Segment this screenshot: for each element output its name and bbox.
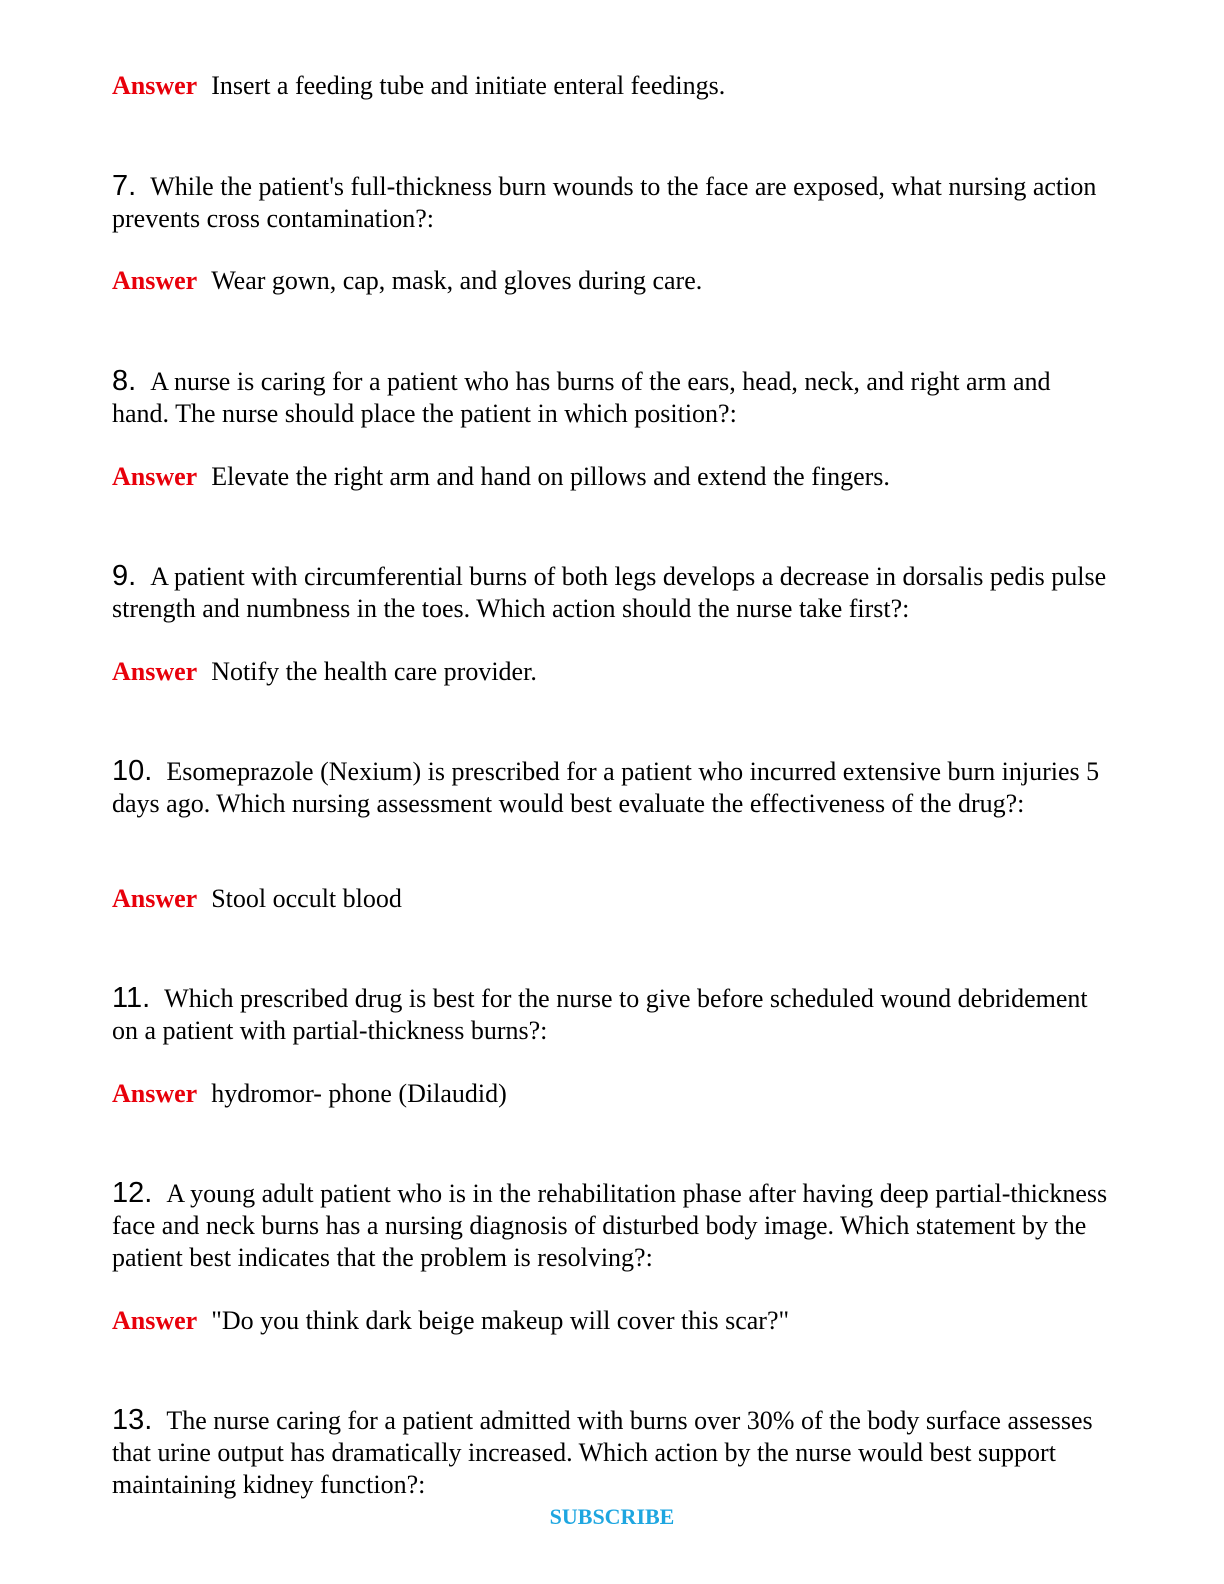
question-text: The nurse caring for a patient admitted with burns over 30% of the body surface assesses that urine output has dramatically increased. Which action by the nurse would best support maintaining kidney function?: — [112, 1406, 1093, 1499]
question-number: 7. — [112, 170, 137, 202]
question-9 — [112, 560, 1112, 625]
answer-label: Answer — [112, 657, 198, 686]
answer-6 — [112, 70, 1112, 102]
question-11 — [112, 982, 1112, 1047]
answer-text: Insert a feeding tube and initiate enteral feedings. — [211, 71, 726, 100]
answer-text: Elevate the right arm and hand on pillows and extend the fingers. — [211, 462, 890, 491]
question-text: A nurse is caring for a patient who has burns of the ears, head, neck, and right arm and hand. The nurse should place the patient in which position?: — [112, 367, 1051, 428]
question-text: Which prescribed drug is best for the nurse to give before scheduled wound debridement on a patient with partial-thickness burns?: — [112, 984, 1088, 1045]
answer-text: hydromor- phone (Dilaudid) — [211, 1079, 507, 1108]
answer-7 — [112, 265, 1112, 297]
question-number: 11. — [112, 982, 151, 1014]
answer-8 — [112, 461, 1112, 493]
question-number: 13. — [112, 1404, 153, 1436]
answer-label: Answer — [112, 1079, 198, 1108]
answer-label: Answer — [112, 884, 198, 913]
answer-10 — [112, 883, 1112, 915]
subscribe-link[interactable]: SUBSCRIBE — [549, 1504, 675, 1529]
question-7 — [112, 170, 1112, 235]
answer-text: Stool occult blood — [211, 884, 402, 913]
question-text: While the patient's full-thickness burn wounds to the face are exposed, what nursing action prevents cross contamination?: — [112, 172, 1097, 233]
answer-text: Wear gown, cap, mask, and gloves during care. — [211, 266, 703, 295]
answer-text: Notify the health care provider. — [211, 657, 537, 686]
answer-label: Answer — [112, 71, 198, 100]
answer-12 — [112, 1305, 1112, 1337]
question-number: 10. — [112, 755, 153, 787]
answer-text: "Do you think dark beige makeup will cover this scar?" — [211, 1306, 790, 1335]
question-text: A young adult patient who is in the rehabilitation phase after having deep partial-thickness face and neck burns has a nursing diagnosis of disturbed body image. Which statement by the patient best indicates that the problem is resolving?: — [112, 1179, 1108, 1272]
question-text: A patient with circumferential burns of both legs develops a decrease in dorsalis pedis pulse strength and numbness in the toes. Which action should the nurse take first?: — [112, 562, 1107, 623]
question-8 — [112, 365, 1112, 430]
answer-11 — [112, 1078, 1112, 1110]
question-12 — [112, 1177, 1112, 1274]
answer-label: Answer — [112, 266, 198, 295]
question-number: 12. — [112, 1177, 153, 1209]
question-text: Esomeprazole (Nexium) is prescribed for a patient who incurred extensive burn injuries 5 days ago. Which nursing assessment would best evaluate the effectiveness of the drug?: — [112, 757, 1100, 818]
question-13 — [112, 1404, 1112, 1501]
question-10 — [112, 755, 1112, 820]
question-number: 9. — [112, 560, 137, 592]
answer-label: Answer — [112, 462, 198, 491]
question-number: 8. — [112, 365, 137, 397]
answer-9 — [112, 656, 1112, 688]
answer-label: Answer — [112, 1306, 198, 1335]
